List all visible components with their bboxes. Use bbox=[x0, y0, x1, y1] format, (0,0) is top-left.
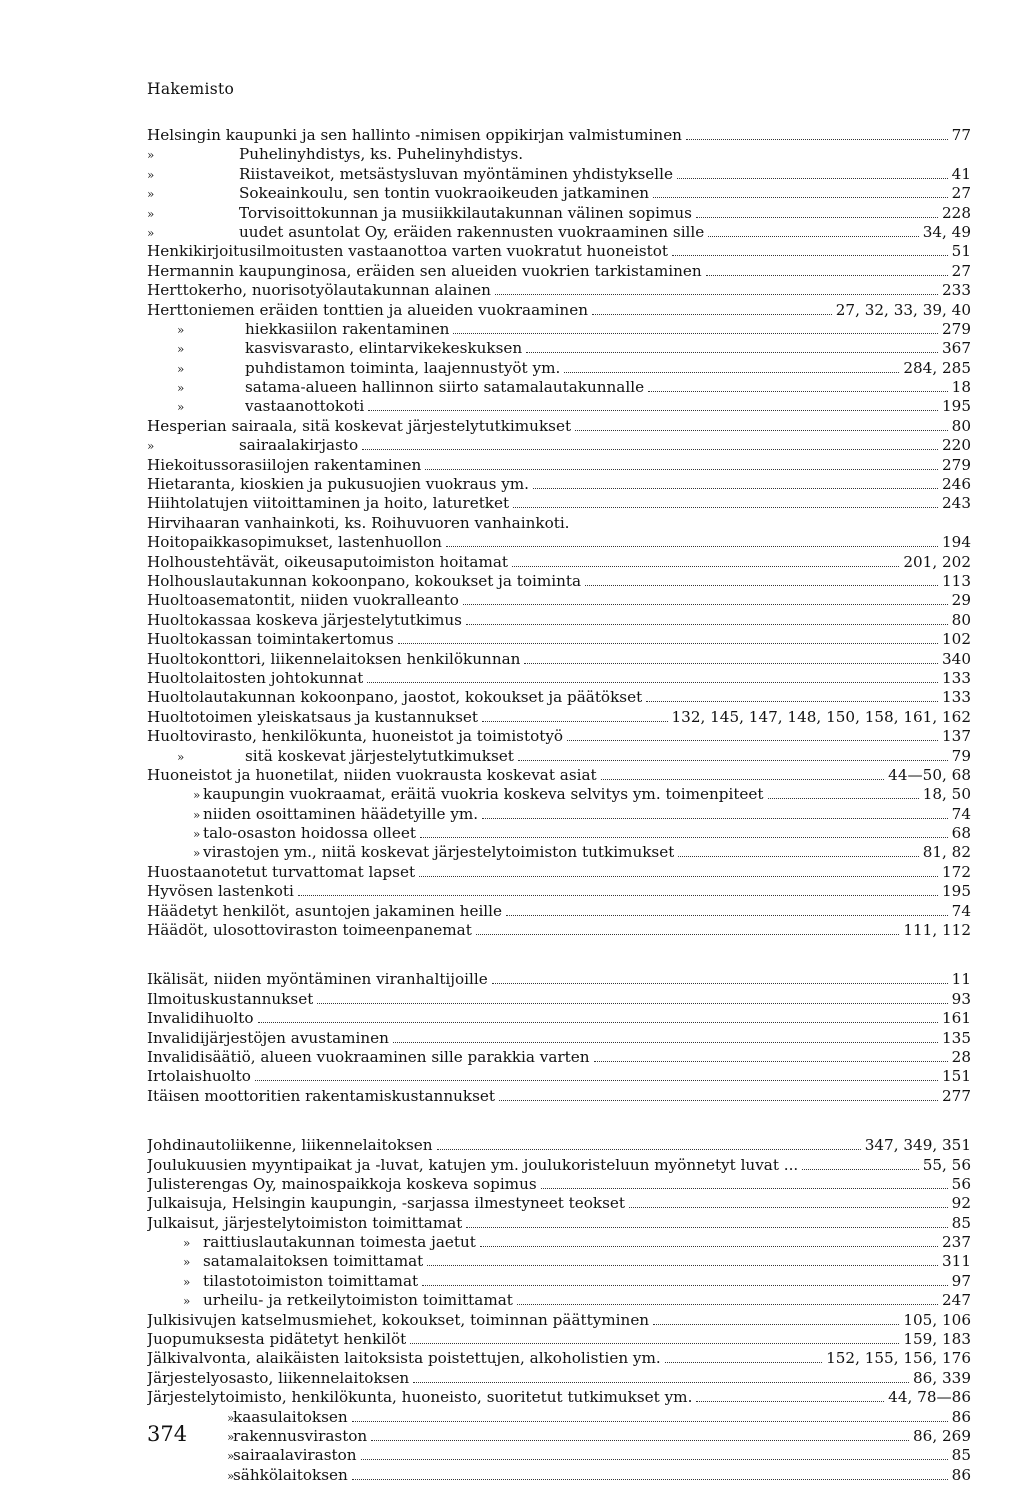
dot-leader bbox=[410, 1343, 899, 1344]
dot-leader bbox=[672, 255, 948, 256]
index-group bbox=[147, 970, 971, 1106]
entry-text: Huoneistot ja huonetilat, niiden vuokrausta koskevat asiat bbox=[147, 765, 597, 784]
index-list bbox=[147, 126, 971, 1485]
index-entry bbox=[147, 145, 971, 164]
entry-pages: 277 bbox=[942, 1086, 971, 1105]
dot-leader bbox=[768, 798, 919, 799]
index-entry bbox=[147, 1194, 971, 1213]
index-entry bbox=[147, 1067, 971, 1086]
entry-pages: 27 bbox=[951, 261, 971, 280]
index-entry bbox=[147, 397, 971, 416]
entry-pages: 132, 145, 147, 148, 150, 158, 161, 162 bbox=[671, 707, 971, 726]
dot-leader bbox=[420, 837, 948, 838]
entry-text: puhdistamon toiminta, laajennustyöt ym. bbox=[245, 358, 561, 377]
index-entry bbox=[147, 1408, 971, 1427]
dot-leader bbox=[371, 1440, 909, 1441]
index-entry bbox=[147, 611, 971, 630]
entry-text: kasvisvarasto, elintarvikekeskuksen bbox=[245, 339, 523, 358]
dot-leader bbox=[398, 643, 938, 644]
entry-pages: 18, 50 bbox=[922, 785, 971, 804]
entry-text: Huoltotoimen yleiskatsaus ja kustannukset bbox=[147, 707, 479, 726]
entry-text: Jälkivalvonta, alaikäisten laitoksista poistettujen, alkoholistien ym. bbox=[147, 1349, 661, 1368]
entry-pages: 77 bbox=[951, 126, 971, 144]
ditto-mark: » bbox=[177, 381, 185, 396]
ditto-mark: » bbox=[147, 439, 155, 454]
entry-pages: 137 bbox=[942, 727, 971, 746]
entry-text: sähkölaitoksen bbox=[233, 1465, 348, 1484]
entry-pages: 111, 112 bbox=[903, 921, 971, 940]
index-entry bbox=[147, 1369, 971, 1388]
entry-pages: 113 bbox=[942, 571, 971, 590]
index-entry bbox=[147, 843, 971, 862]
entry-pages: 81, 82 bbox=[922, 843, 971, 862]
index-entry bbox=[147, 650, 971, 669]
dot-leader bbox=[601, 779, 885, 780]
entry-pages: 279 bbox=[942, 455, 971, 474]
index-entry bbox=[147, 242, 971, 261]
entry-text: talo-osaston hoidossa olleet bbox=[203, 824, 416, 843]
ditto-mark: » bbox=[177, 400, 185, 415]
index-entry bbox=[147, 475, 971, 494]
index-entry bbox=[147, 727, 971, 746]
entry-text: Itäisen moottoritien rakentamiskustannukset bbox=[147, 1086, 495, 1105]
dot-leader bbox=[575, 430, 948, 431]
index-entry bbox=[147, 669, 971, 688]
dot-leader bbox=[677, 178, 948, 179]
entry-text: Huoltokonttori, liikennelaitoksen henkilökunnan bbox=[147, 649, 521, 668]
index-entry bbox=[147, 204, 971, 223]
index-entry bbox=[147, 553, 971, 572]
ditto-mark: » bbox=[227, 1430, 235, 1444]
entry-pages: 151 bbox=[942, 1067, 971, 1086]
dot-leader bbox=[524, 663, 938, 664]
entry-pages: 243 bbox=[942, 494, 971, 513]
entry-text: Hietaranta, kioskien ja pukusuojien vuokraus ym. bbox=[147, 475, 530, 494]
entry-pages: 74 bbox=[951, 804, 971, 823]
entry-pages: 279 bbox=[942, 319, 971, 338]
ditto-mark: » bbox=[193, 827, 201, 842]
dot-leader bbox=[422, 1285, 948, 1286]
entry-text: Julkaisuja, Helsingin kaupungin, -sarjassa ilmestyneet teokset bbox=[147, 1194, 625, 1213]
entry-pages: 80 bbox=[951, 416, 971, 435]
dot-leader bbox=[367, 682, 938, 683]
entry-text: Henkikirjoitusilmoitusten vastaanottoa varten vuokratut huoneistot bbox=[147, 242, 668, 261]
dot-leader bbox=[492, 983, 948, 984]
entry-text: Julisterengas Oy, mainospaikkoja koskeva sopimus bbox=[147, 1174, 537, 1193]
index-entry bbox=[147, 1175, 971, 1194]
ditto-mark: » bbox=[147, 187, 155, 202]
index-entry bbox=[147, 165, 971, 184]
entry-pages: 97 bbox=[951, 1271, 971, 1290]
dot-leader bbox=[425, 469, 938, 470]
entry-text: virastojen ym., niitä koskevat järjestelytoimiston tutkimukset bbox=[203, 843, 675, 862]
entry-text: Huoltolautakunnan kokoonpano, jaostot, kokoukset ja päätökset bbox=[147, 688, 643, 707]
dot-leader bbox=[665, 1362, 822, 1363]
index-entry bbox=[147, 1136, 971, 1155]
dot-leader bbox=[368, 410, 938, 411]
index-entry bbox=[147, 708, 971, 727]
entry-text: Helsingin kaupunki ja sen hallinto -nimisen oppikirjan valmistuminen bbox=[147, 126, 682, 144]
index-entry bbox=[147, 1048, 971, 1067]
entry-pages: 311 bbox=[942, 1252, 971, 1271]
entry-pages: 27, 32, 33, 39, 40 bbox=[835, 300, 971, 319]
index-entry bbox=[147, 572, 971, 591]
index-group bbox=[147, 1136, 971, 1485]
entry-text: kaupungin vuokraamat, eräitä vuokria koskeva selvitys ym. toimenpiteet bbox=[203, 785, 764, 804]
index-entry bbox=[147, 1156, 971, 1175]
entry-pages: 367 bbox=[942, 339, 971, 358]
dot-leader bbox=[594, 1061, 948, 1062]
index-entry bbox=[147, 805, 971, 824]
entry-pages: 18 bbox=[951, 378, 971, 397]
dot-leader bbox=[567, 740, 938, 741]
index-entry bbox=[147, 126, 971, 145]
entry-pages: 195 bbox=[942, 397, 971, 416]
dot-leader bbox=[706, 275, 948, 276]
entry-pages: 56 bbox=[951, 1174, 971, 1193]
entry-text: Sokeainkoulu, sen tontin vuokraoikeuden jatkaminen bbox=[239, 184, 650, 203]
entry-text: kaasulaitoksen bbox=[233, 1407, 348, 1426]
index-entry bbox=[147, 494, 971, 513]
dot-leader bbox=[696, 217, 938, 218]
index-entry bbox=[147, 456, 971, 475]
entry-pages: 44, 78—86 bbox=[888, 1388, 971, 1407]
entry-pages: 86 bbox=[951, 1407, 971, 1426]
dot-leader bbox=[453, 333, 938, 334]
entry-pages: 68 bbox=[951, 824, 971, 843]
dot-leader bbox=[518, 760, 948, 761]
entry-text: satama-alueen hallinnon siirto satamalautakunnalle bbox=[245, 378, 645, 397]
entry-text: Huoltovirasto, henkilökunta, huoneistot ja toimistotyö bbox=[147, 727, 564, 746]
entry-pages: 159, 183 bbox=[903, 1330, 971, 1349]
entry-pages: 51 bbox=[951, 242, 971, 261]
entry-text: Invalidijärjestöjen avustaminen bbox=[147, 1028, 389, 1047]
index-entry bbox=[147, 281, 971, 300]
entry-pages: 133 bbox=[942, 668, 971, 687]
dot-leader bbox=[413, 1382, 909, 1383]
dot-leader bbox=[506, 915, 948, 916]
page-header: Hakemisto bbox=[147, 80, 235, 98]
dot-leader bbox=[317, 1003, 947, 1004]
entry-text: Johdinautoliikenne, liikennelaitoksen bbox=[147, 1136, 433, 1155]
ditto-mark: » bbox=[227, 1449, 235, 1464]
index-entry bbox=[147, 970, 971, 989]
entry-pages: 152, 155, 156, 176 bbox=[826, 1349, 971, 1368]
entry-text: Holhoustehtävät, oikeusaputoimiston hoitamat bbox=[147, 552, 509, 571]
entry-pages: 246 bbox=[942, 475, 971, 494]
index-entry bbox=[147, 359, 971, 378]
ditto-mark: » bbox=[147, 225, 155, 240]
dot-leader bbox=[258, 1022, 938, 1023]
index-entry bbox=[147, 533, 971, 552]
dot-leader bbox=[463, 604, 948, 605]
index-entry bbox=[147, 863, 971, 882]
entry-pages: 133 bbox=[942, 688, 971, 707]
dot-leader bbox=[437, 1149, 861, 1150]
entry-pages: 34, 49 bbox=[922, 222, 971, 241]
entry-pages: 247 bbox=[942, 1291, 971, 1310]
entry-text: Hirvihaaran vanhainkoti, ks. Roihuvuoren vanhainkoti. bbox=[147, 513, 570, 532]
index-entry bbox=[147, 301, 971, 320]
dot-leader bbox=[517, 1304, 938, 1305]
entry-pages: 86 bbox=[951, 1465, 971, 1484]
index-entry bbox=[147, 1009, 971, 1028]
entry-pages: 105, 106 bbox=[903, 1310, 971, 1329]
entry-text: rakennusviraston bbox=[233, 1427, 368, 1445]
entry-text: sairaalaviraston bbox=[233, 1446, 357, 1465]
entry-text: Julkaisut, järjestelytoimiston toimittamat bbox=[147, 1213, 463, 1232]
entry-text: Joulukuusien myyntipaikat ja -luvat, katujen ym. joulukoristeluun myönnetyt luvat ... bbox=[147, 1155, 799, 1174]
ditto-mark: » bbox=[227, 1410, 235, 1425]
ditto-mark: » bbox=[177, 342, 185, 357]
entry-pages: 194 bbox=[942, 533, 971, 552]
entry-text: Herttokerho, nuorisotyölautakunnan alainen bbox=[147, 281, 491, 300]
group-spacer bbox=[147, 940, 971, 970]
dot-leader bbox=[653, 1324, 899, 1325]
ditto-mark: » bbox=[193, 846, 201, 861]
ditto-mark: » bbox=[193, 788, 201, 803]
index-group bbox=[147, 126, 971, 940]
entry-pages: 85 bbox=[951, 1213, 971, 1232]
index-entry bbox=[147, 436, 971, 455]
ditto-mark: » bbox=[177, 322, 185, 337]
entry-pages: 195 bbox=[942, 882, 971, 901]
dot-leader bbox=[708, 236, 918, 237]
entry-pages: 55, 56 bbox=[922, 1155, 971, 1174]
entry-pages: 284, 285 bbox=[903, 358, 971, 377]
entry-pages: 44—50, 68 bbox=[888, 765, 971, 784]
entry-pages: 74 bbox=[951, 901, 971, 920]
index-entry bbox=[147, 990, 971, 1009]
dot-leader bbox=[512, 566, 899, 567]
index-entry bbox=[147, 747, 971, 766]
dot-leader bbox=[352, 1479, 948, 1480]
entry-pages: 85 bbox=[951, 1446, 971, 1465]
entry-text: Holhouslautakunnan kokoonpano, kokoukset ja toiminta bbox=[147, 571, 582, 590]
entry-text: sairaalakirjasto bbox=[239, 436, 359, 455]
entry-pages: 237 bbox=[942, 1233, 971, 1252]
index-entry bbox=[147, 378, 971, 397]
entry-text: Invalidisäätiö, alueen vuokraaminen sille parakkia varten bbox=[147, 1047, 590, 1066]
entry-pages: 80 bbox=[951, 610, 971, 629]
entry-text: Hesperian sairaala, sitä koskevat järjestelytutkimukset bbox=[147, 416, 572, 435]
index-entry bbox=[147, 1446, 971, 1465]
dot-leader bbox=[629, 1207, 948, 1208]
dot-leader bbox=[393, 1042, 938, 1043]
ditto-mark: » bbox=[147, 148, 155, 163]
index-entry bbox=[147, 1233, 971, 1252]
entry-pages: 41 bbox=[951, 164, 971, 183]
dot-leader bbox=[653, 197, 948, 198]
page-number: 374 bbox=[147, 1422, 188, 1446]
dot-leader bbox=[696, 1401, 884, 1402]
entry-pages: 93 bbox=[951, 989, 971, 1008]
entry-pages: 172 bbox=[942, 862, 971, 881]
dot-leader bbox=[255, 1080, 938, 1081]
entry-text: Järjestelyosasto, liikennelaitoksen bbox=[147, 1368, 410, 1387]
dot-leader bbox=[686, 139, 948, 140]
index-entry bbox=[147, 630, 971, 649]
index-entry bbox=[147, 688, 971, 707]
ditto-mark: » bbox=[193, 807, 201, 822]
index-entry bbox=[147, 902, 971, 921]
entry-text: Häädetyt henkilöt, asuntojen jakaminen heille bbox=[147, 901, 503, 920]
dot-leader bbox=[361, 1459, 948, 1460]
dot-leader bbox=[526, 352, 938, 353]
index-entry bbox=[147, 921, 971, 940]
group-spacer bbox=[147, 1106, 971, 1136]
entry-text: Hermannin kaupunginosa, eräiden sen alueiden vuokrien tarkistaminen bbox=[147, 261, 702, 280]
index-entry bbox=[147, 1087, 971, 1106]
index-entry bbox=[147, 514, 971, 533]
dot-leader bbox=[466, 1227, 947, 1228]
entry-text: tilastotoimiston toimittamat bbox=[203, 1271, 419, 1290]
dot-leader bbox=[513, 507, 938, 508]
entry-text: Hiekoitussorasiilojen rakentaminen bbox=[147, 455, 422, 474]
entry-text: Häädöt, ulosottoviraston toimeenpanemat bbox=[147, 921, 472, 940]
entry-text: satamalaitoksen toimittamat bbox=[203, 1252, 424, 1271]
index-entry bbox=[147, 1349, 971, 1368]
entry-pages: 92 bbox=[951, 1194, 971, 1213]
entry-text: Julkisivujen katselmusmiehet, kokoukset, toiminnan päättyminen bbox=[147, 1310, 650, 1329]
entry-text: uudet asuntolat Oy, eräiden rakennusten vuokraaminen sille bbox=[239, 222, 705, 241]
entry-text: vastaanottokoti bbox=[245, 397, 365, 416]
entry-text: Puhelinyhdistys, ks. Puhelinyhdistys. bbox=[239, 145, 524, 164]
ditto-mark: » bbox=[183, 1236, 191, 1251]
index-entry bbox=[147, 882, 971, 901]
entry-pages: 161 bbox=[942, 1009, 971, 1028]
entry-text: Huoltokassaa koskeva järjestelytutkimus bbox=[147, 610, 462, 629]
entry-pages: 347, 349, 351 bbox=[864, 1136, 971, 1155]
dot-leader bbox=[482, 818, 948, 819]
index-entry bbox=[147, 262, 971, 281]
dot-leader bbox=[495, 294, 938, 295]
entry-pages: 201, 202 bbox=[903, 552, 971, 571]
dot-leader bbox=[592, 314, 832, 315]
dot-leader bbox=[564, 372, 899, 373]
entry-text: hiekkasiilon rakentaminen bbox=[245, 319, 450, 338]
ditto-mark: » bbox=[147, 167, 155, 182]
dot-leader bbox=[352, 1421, 948, 1422]
ditto-mark: » bbox=[183, 1274, 191, 1289]
index-entry bbox=[147, 1427, 971, 1446]
entry-pages: 29 bbox=[951, 591, 971, 610]
index-entry bbox=[147, 1311, 971, 1330]
entry-text: urheilu- ja retkeilytoimiston toimittamat bbox=[203, 1291, 513, 1310]
entry-text: Hoitopaikkasopimukset, lastenhuollon bbox=[147, 533, 442, 552]
index-entry bbox=[147, 1466, 971, 1485]
ditto-mark: » bbox=[177, 749, 185, 764]
index-entry bbox=[147, 824, 971, 843]
entry-text: Invalidihuolto bbox=[147, 1009, 254, 1028]
entry-text: Riistaveikot, metsästysluvan myöntäminen yhdistykselle bbox=[239, 164, 673, 183]
entry-text: Juopumuksesta pidätetyt henkilöt bbox=[147, 1330, 407, 1349]
entry-text: Ikälisät, niiden myöntäminen viranhaltijoille bbox=[147, 970, 488, 989]
entry-pages: 220 bbox=[942, 436, 971, 455]
index-entry bbox=[147, 417, 971, 436]
ditto-mark: » bbox=[227, 1468, 235, 1483]
index-entry bbox=[147, 1291, 971, 1310]
dot-leader bbox=[533, 488, 938, 489]
dot-leader bbox=[466, 624, 948, 625]
dot-leader bbox=[802, 1169, 918, 1170]
entry-text: Hiihtolatujen viitoittaminen ja hoito, laturetket bbox=[147, 494, 510, 513]
entry-pages: 11 bbox=[951, 970, 971, 989]
index-entry bbox=[147, 1388, 971, 1407]
dot-leader bbox=[648, 391, 948, 392]
dot-leader bbox=[541, 1188, 948, 1189]
dot-leader bbox=[446, 546, 938, 547]
entry-pages: 86, 339 bbox=[913, 1368, 971, 1387]
entry-pages: 27 bbox=[951, 184, 971, 203]
dot-leader bbox=[480, 1246, 938, 1247]
index-entry bbox=[147, 1029, 971, 1048]
ditto-mark: » bbox=[177, 361, 185, 376]
dot-leader bbox=[482, 721, 667, 722]
entry-text: sitä koskevat järjestelytutkimukset bbox=[245, 746, 514, 765]
entry-pages: 233 bbox=[942, 281, 971, 300]
index-entry bbox=[147, 766, 971, 785]
dot-leader bbox=[646, 701, 938, 702]
entry-pages: 79 bbox=[951, 746, 971, 765]
dot-leader bbox=[585, 585, 938, 586]
entry-pages: 86, 269 bbox=[913, 1427, 971, 1445]
entry-text: Torvisoittokunnan ja musiikkilautakunnan välinen sopimus bbox=[239, 203, 692, 222]
dot-leader bbox=[362, 449, 938, 450]
entry-pages: 228 bbox=[942, 203, 971, 222]
entry-text: Ilmoituskustannukset bbox=[147, 989, 314, 1008]
entry-text: Herttoniemen eräiden tonttien ja alueiden vuokraaminen bbox=[147, 300, 588, 319]
index-entry bbox=[147, 184, 971, 203]
dot-leader bbox=[678, 856, 918, 857]
ditto-mark: » bbox=[183, 1294, 191, 1309]
dot-leader bbox=[298, 895, 938, 896]
entry-text: Huostaanotetut turvattomat lapset bbox=[147, 862, 416, 881]
dot-leader bbox=[499, 1100, 938, 1101]
dot-leader bbox=[427, 1265, 938, 1266]
entry-text: Huoltoasematontit, niiden vuokralleanto bbox=[147, 591, 459, 610]
ditto-mark: » bbox=[147, 206, 155, 221]
entry-text: Huoltokassan toimintakertomus bbox=[147, 630, 394, 649]
entry-text: Hyvösen lastenkoti bbox=[147, 882, 294, 901]
entry-text: Huoltolaitosten johtokunnat bbox=[147, 668, 364, 687]
dot-leader bbox=[476, 934, 900, 935]
entry-pages: 102 bbox=[942, 630, 971, 649]
entry-pages: 28 bbox=[951, 1047, 971, 1066]
index-entry bbox=[147, 1272, 971, 1291]
index-entry bbox=[147, 320, 971, 339]
index-entry bbox=[147, 223, 971, 242]
index-entry bbox=[147, 785, 971, 804]
entry-pages: 340 bbox=[942, 649, 971, 668]
index-entry bbox=[147, 1252, 971, 1271]
index-entry bbox=[147, 1330, 971, 1349]
entry-text: niiden osoittaminen häädetyille ym. bbox=[203, 804, 479, 823]
index-entry bbox=[147, 591, 971, 610]
ditto-mark: » bbox=[183, 1255, 191, 1270]
dot-leader bbox=[419, 876, 938, 877]
entry-text: Irtolaishuolto bbox=[147, 1067, 251, 1086]
index-entry bbox=[147, 339, 971, 358]
entry-pages: 135 bbox=[942, 1028, 971, 1047]
index-entry bbox=[147, 1214, 971, 1233]
entry-text: Järjestelytoimisto, henkilökunta, huoneisto, suoritetut tutkimukset ym. bbox=[147, 1388, 693, 1407]
entry-text: raittiuslautakunnan toimesta jaetut bbox=[203, 1233, 476, 1252]
